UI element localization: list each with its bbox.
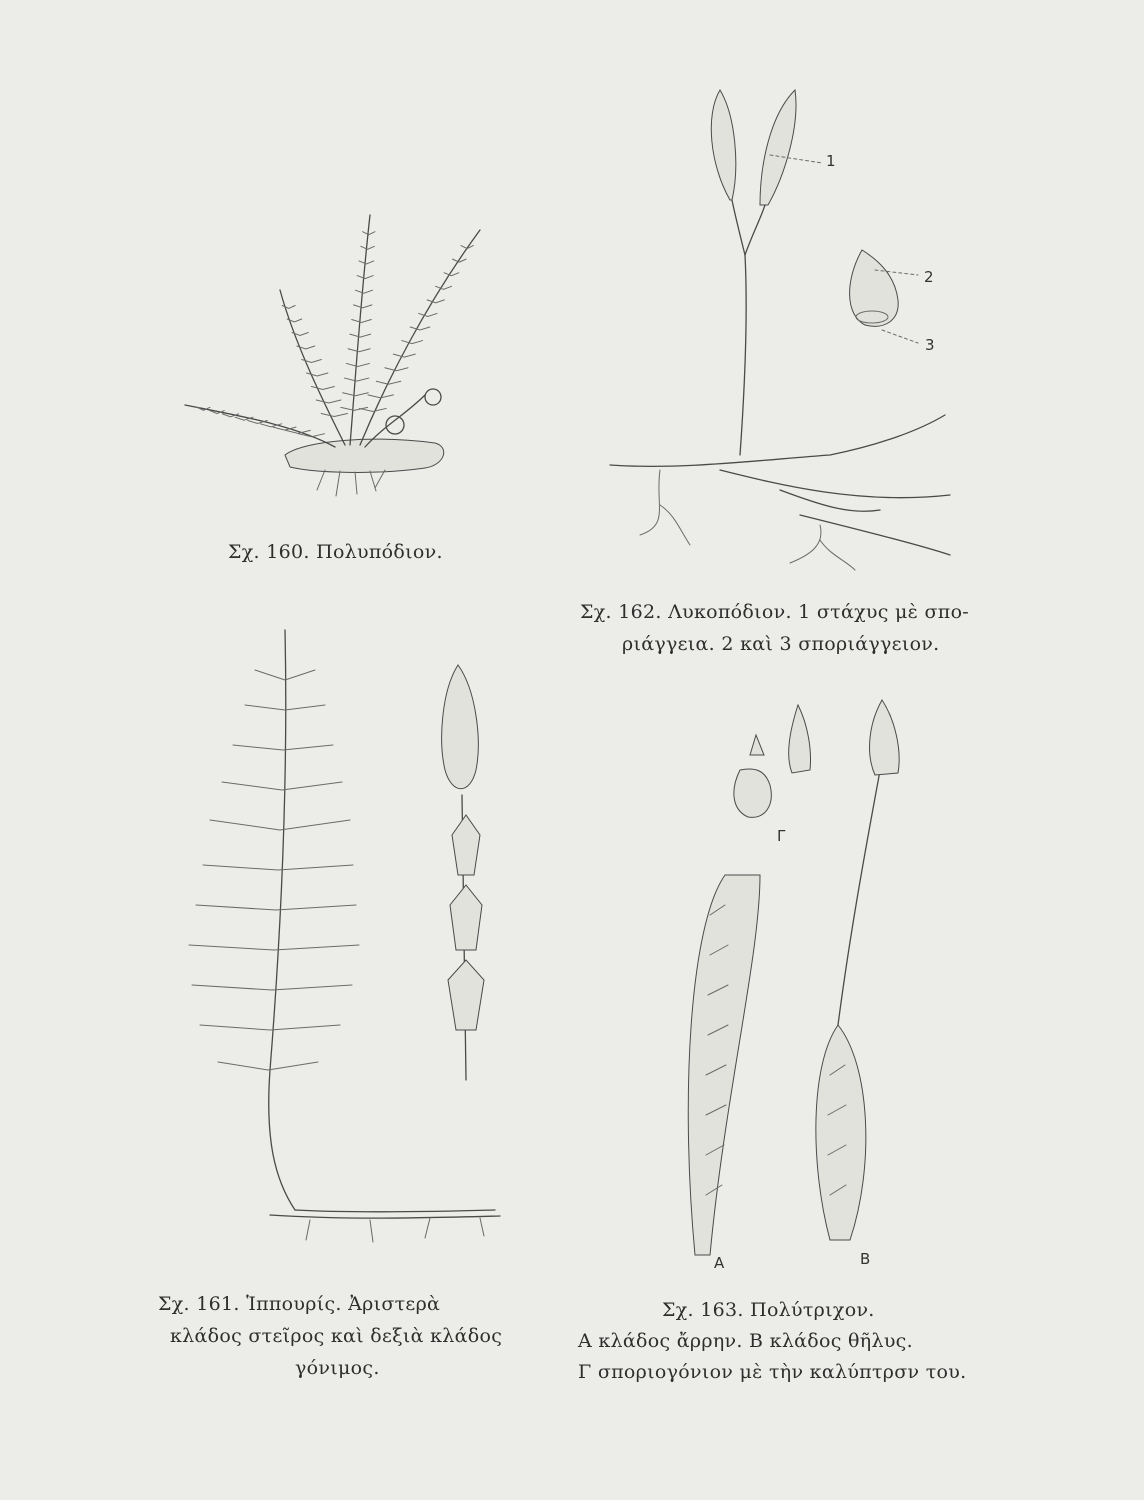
equisetum-illustration: [170, 620, 510, 1260]
polytrichum-illustration: [670, 695, 930, 1270]
figure-160-caption: Σχ. 160. Πολυπόδιον.: [228, 541, 443, 563]
lycopodium-illustration: [600, 85, 980, 585]
label-gamma: Γ: [777, 827, 786, 845]
callout-1: 1: [826, 152, 836, 170]
callout-2: 2: [924, 268, 934, 286]
figure-163-caption-line-2: Α κλάδος ἄρρην. Β κλάδος θῆλυς.: [578, 1330, 913, 1352]
figure-161-caption-line-1: Σχ. 161. Ἱππουρίς. Ἀριστερὰ: [158, 1293, 441, 1315]
figure-161-caption-line-3: γόνιμος.: [295, 1357, 380, 1379]
figure-163-caption-line-1: Σχ. 163. Πολύτριχον.: [662, 1299, 875, 1321]
figure-162-caption-line-2: ριάγγεια. 2 καὶ 3 σποριάγγειον.: [622, 633, 940, 655]
figure-162-caption-line-1: Σχ. 162. Λυκοπόδιον. 1 στάχυς μὲ σπο-: [580, 601, 970, 623]
fern-illustration: [175, 185, 535, 515]
label-A: Α: [714, 1254, 725, 1272]
figure-163-caption-line-3: Γ σποριογόνιον μὲ τὴν καλύπτρσν του.: [578, 1361, 967, 1383]
callout-3: 3: [925, 336, 935, 354]
label-B: Β: [860, 1250, 871, 1268]
figure-161-caption-line-2: κλάδος στεῖρος καὶ δεξιὰ κλάδος: [170, 1325, 503, 1347]
